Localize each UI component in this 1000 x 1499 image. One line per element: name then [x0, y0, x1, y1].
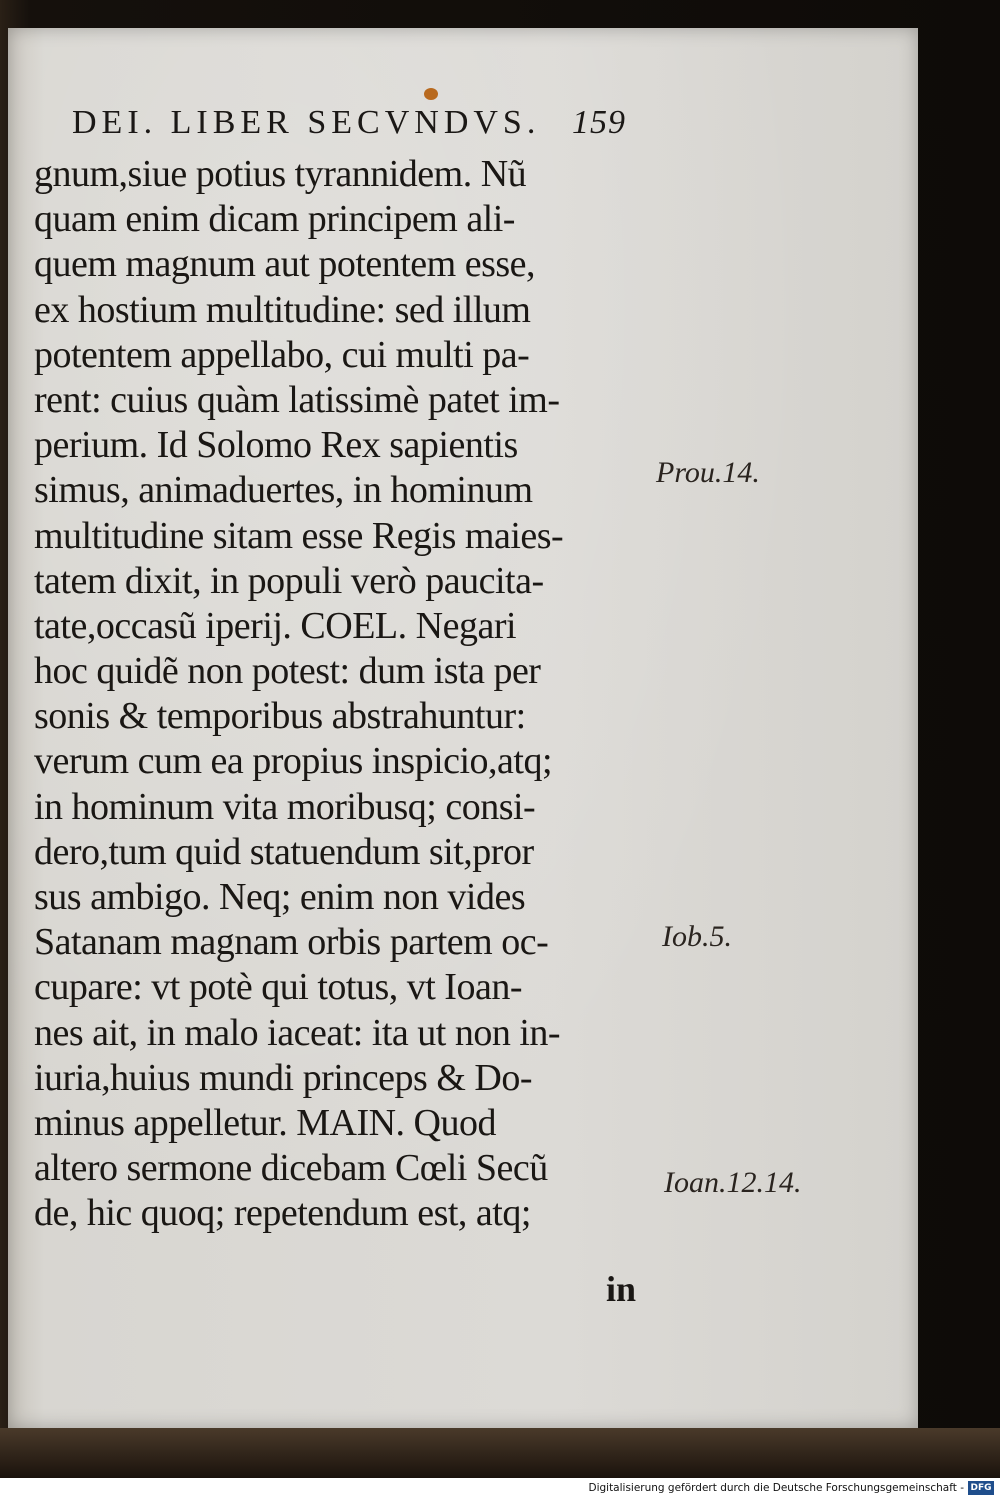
text-line: gnum,siue potius tyrannidem. Nũ	[34, 153, 527, 195]
text-line: minus appelletur. MAIN. Quod	[34, 1101, 497, 1144]
margin-note-iob: Iob.5.	[662, 920, 732, 953]
text-line: multitudine sitam esse Regis maies-	[34, 514, 564, 557]
footer-credit: Digitalisierung gefördert durch die Deutsche Forschungsgemeinschaft -	[588, 1482, 964, 1494]
text-line: rent: cuius quàm latissimè patet im-	[34, 378, 560, 421]
page-bottom-edge	[0, 1428, 1000, 1478]
text-line: iuria,huius mundi princeps & Do-	[34, 1056, 532, 1099]
margin-note-ioan: Ioan.12.14.	[664, 1166, 802, 1199]
page-number: 159	[572, 104, 626, 141]
text-line: verum cum ea propius inspicio,atq;	[34, 740, 553, 783]
text-line: sus ambigo. Neq; enim non vides	[34, 876, 526, 918]
running-header	[72, 104, 652, 154]
text-line: sonis & temporibus abstrahuntur:	[34, 695, 526, 738]
text-line: tatem dixit, in populi verò paucita-	[34, 559, 544, 602]
text-line: cupare: vt potè qui totus, vt Ioan-	[34, 966, 522, 1009]
text-line: Satanam magnam orbis partem oc-	[34, 921, 549, 964]
text-line: tate,occasũ iperij. COEL. Negari	[34, 604, 517, 647]
text-line: de, hic quoq; repetendum est, atq;	[34, 1192, 531, 1235]
dfg-logo-icon: DFG	[968, 1481, 994, 1495]
text-line: nes ait, in malo iaceat: ita ut non in-	[34, 1011, 561, 1054]
text-line: altero sermone dicebam Cœli Secũ	[34, 1147, 548, 1190]
body-text	[34, 152, 654, 1237]
digitization-footer	[0, 1478, 1000, 1499]
margin-note-prou: Prou.14.	[656, 456, 760, 489]
catchword: in	[606, 1269, 637, 1309]
text-line: quam enim dicam principem ali-	[34, 198, 515, 241]
page-marker-dot	[424, 88, 438, 100]
text-line: quem magnum aut potentem esse,	[34, 243, 536, 286]
running-title: DEI. LIBER SECVNDVS.	[72, 104, 541, 141]
text-line: ex hostium multitudine: sed illum	[34, 288, 531, 331]
text-line: in hominum vita moribusq; consi-	[34, 785, 536, 828]
text-line: perium. Id Solomo Rex sapientis	[34, 424, 518, 467]
text-line: dero,tum quid statuendum sit,pror	[34, 830, 534, 873]
text-line: hoc quidẽ non potest: dum ista per	[34, 650, 541, 693]
text-line: simus, animaduertes, in hominum	[34, 469, 533, 512]
text-line: potentem appellabo, cui multi pa-	[34, 333, 530, 376]
